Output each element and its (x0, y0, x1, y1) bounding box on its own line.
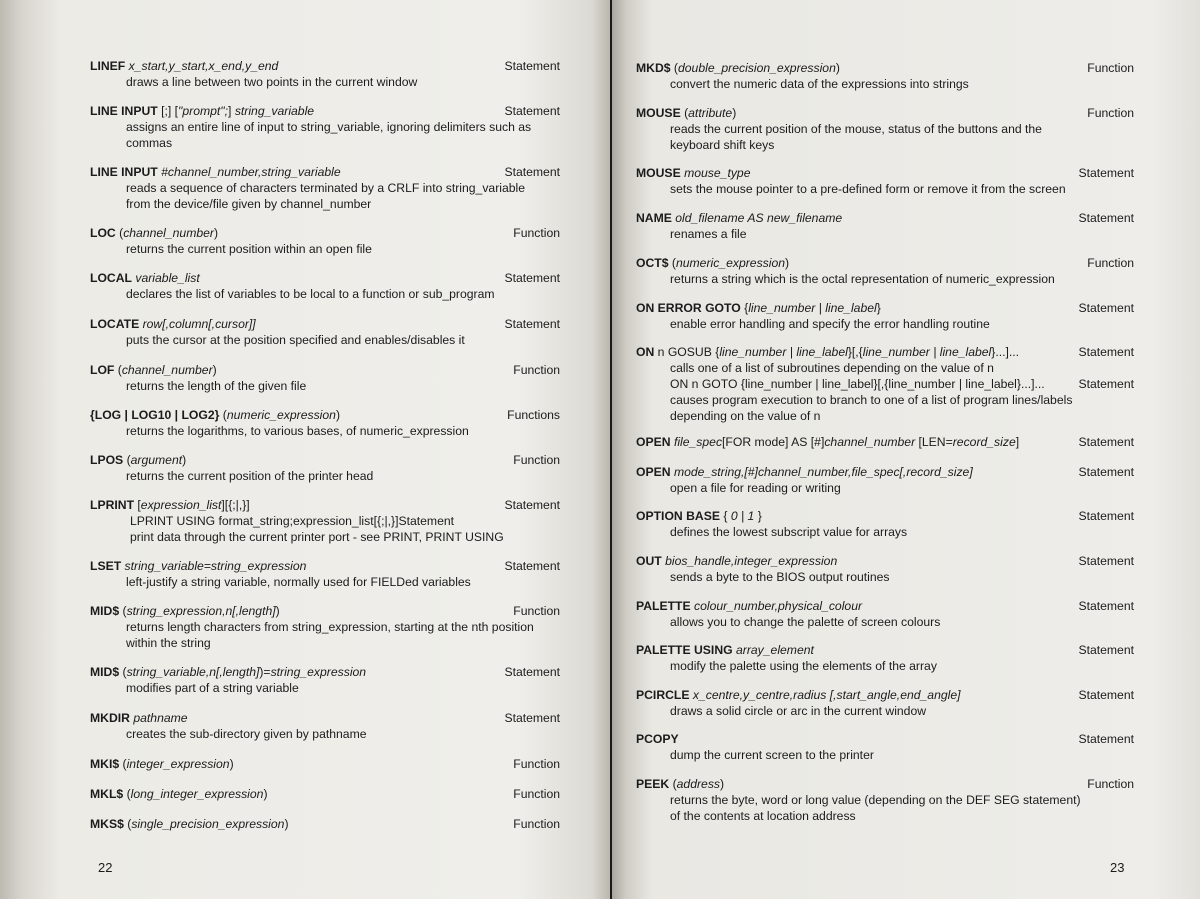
reference-entry (90, 316, 560, 348)
entry-kind: Statement (1078, 554, 1134, 568)
entry-kind: Statement (1078, 688, 1134, 702)
syntax-argument: line_number | line_label (862, 345, 992, 359)
reference-entry (90, 225, 560, 257)
syntax-text: ) (263, 787, 268, 801)
syntax-text: } (754, 509, 762, 523)
syntax-text: ][{;|,}] (221, 498, 250, 512)
reference-entry (90, 786, 560, 802)
syntax-argument: x_start,y_start,x_end,y_end (128, 59, 279, 73)
entry-kind: Statement (1078, 509, 1134, 523)
keyword: LOCATE (90, 317, 140, 331)
entry-kind: Statement (1078, 377, 1134, 391)
entry-description: returns the length of the given file (126, 379, 307, 393)
keyword: PALETTE USING (636, 643, 733, 657)
keyword: ON (636, 345, 655, 359)
syntax-text: ) (229, 757, 234, 771)
reference-entry (636, 434, 1134, 450)
keyword: OUT (636, 554, 662, 568)
syntax-argument: "prompt"; (178, 104, 229, 118)
entry-syntax-line (636, 731, 1134, 747)
keyword: MKS$ (90, 817, 124, 831)
keyword: MOUSE (636, 106, 681, 120)
entry-syntax-line (636, 344, 1134, 360)
syntax-argument: address (676, 777, 721, 791)
entry-kind: Function (1087, 106, 1134, 120)
entry-description: LPRINT USING format_string;expression_list[{;|,}]Statement (130, 514, 455, 528)
syntax-argument: #channel_number,string_variable (161, 165, 341, 179)
entry-description: returns the byte, word or long value (depending on the DEF SEG statement) (670, 793, 1081, 807)
syntax-argument: channel_number (824, 435, 916, 449)
entry-kind: Function (513, 604, 560, 618)
syntax-argument: file_spec (673, 435, 723, 449)
syntax-argument: string_expression,n[,length] (126, 604, 276, 618)
entry-syntax-line (90, 497, 560, 513)
entry-syntax-line (90, 756, 560, 772)
syntax-text: ( (119, 757, 127, 771)
syntax-text: ( (119, 665, 127, 679)
syntax-text: n GOSUB { (654, 345, 720, 359)
syntax-argument: string_expression (270, 665, 367, 679)
syntax-text: ) (335, 408, 340, 422)
syntax-argument: numeric_expression (675, 256, 786, 270)
entry-syntax-line (636, 598, 1134, 614)
keyword: MID$ (90, 604, 120, 618)
entry-syntax-line (90, 452, 560, 468)
entry-description: declares the list of variables to be local to a function or sub_program (126, 287, 495, 301)
syntax-argument: 0 | 1 (730, 509, 755, 523)
entry-description: sends a byte to the BIOS output routines (670, 570, 890, 584)
syntax-text: ) (732, 106, 737, 120)
entry-kind: Statement (504, 711, 560, 725)
keyword: MOUSE (636, 166, 681, 180)
entry-syntax-line (90, 270, 560, 286)
entry-kind: Statement (504, 498, 560, 512)
syntax-argument: numeric_expression (226, 408, 336, 422)
entry-syntax-line (90, 58, 560, 74)
keyword: LINE INPUT (90, 104, 158, 118)
keyword: MKD$ (636, 61, 671, 75)
entry-description: causes program execution to branch to one of a list of program lines/labels (670, 393, 1073, 407)
entry-kind: Function (513, 453, 560, 467)
entry-syntax-line (636, 255, 1134, 271)
entry-kind: Statement (1078, 301, 1134, 315)
syntax-text: }[,{ (847, 345, 863, 359)
reference-entry (90, 710, 560, 742)
page-number-right: 23 (1110, 860, 1125, 875)
entry-description: from the device/file given by channel_number (126, 197, 372, 211)
reference-entry (90, 270, 560, 302)
reference-entry (636, 300, 1134, 332)
entry-syntax-line (636, 434, 1134, 450)
entry-syntax-line (636, 776, 1134, 792)
syntax-text: [ (134, 498, 141, 512)
syntax-argument: bios_handle,integer_expression (665, 554, 838, 568)
entry-description: within the string (126, 636, 211, 650)
reference-entry (636, 776, 1134, 824)
reference-entry (90, 103, 560, 151)
syntax-argument: argument (130, 453, 183, 467)
entry-description: sets the mouse pointer to a pre-defined form or remove it from the screen (670, 182, 1066, 196)
syntax-text: }...]... (991, 345, 1020, 359)
syntax-text: [LEN= (915, 435, 953, 449)
keyword: NAME (636, 211, 672, 225)
syntax-argument: pathname (133, 711, 188, 725)
entry-description: draws a line between two points in the current window (126, 75, 418, 89)
syntax-text: ) (835, 61, 840, 75)
entry-kind: Function (513, 787, 560, 801)
entry-description: returns the current position within an open file (126, 242, 372, 256)
keyword: PALETTE (636, 599, 691, 613)
entry-description: enable error handling and specify the error handling routine (670, 317, 990, 331)
keyword: LPOS (90, 453, 124, 467)
entry-kind: Statement (1078, 465, 1134, 479)
entry-syntax-line (636, 300, 1134, 316)
entry-description: puts the cursor at the position specified and enables/disables it (126, 333, 465, 347)
syntax-text: { (719, 509, 731, 523)
reference-entry (636, 731, 1134, 763)
entry-description: creates the sub-directory given by pathname (126, 727, 367, 741)
syntax-text: ) (785, 256, 790, 270)
syntax-text: } (876, 301, 881, 315)
reference-entry (90, 362, 560, 394)
syntax-text: { (740, 301, 749, 315)
entry-syntax-line (636, 687, 1134, 703)
entry-syntax-line (90, 103, 560, 119)
reference-entry (90, 558, 560, 590)
reference-entry (636, 553, 1134, 585)
entry-kind: Statement (1078, 211, 1134, 225)
keyword: LSET (90, 559, 122, 573)
syntax-text: ) (284, 817, 289, 831)
reference-entry (90, 164, 560, 212)
entry-kind: Function (1087, 256, 1134, 270)
keyword: LOF (90, 363, 115, 377)
reference-entry (90, 816, 560, 832)
syntax-argument: channel_number (123, 226, 214, 240)
entry-syntax-line (90, 407, 560, 423)
entry-description: modify the palette using the elements of the array (670, 659, 937, 673)
syntax-text: ) (213, 226, 219, 240)
reference-entry (636, 60, 1134, 92)
keyword: MKL$ (90, 787, 124, 801)
entry-syntax-line (90, 558, 560, 574)
reference-entry (90, 452, 560, 484)
entry-description: draws a solid circle or arc in the current window (670, 704, 927, 718)
entry-syntax-line (90, 164, 560, 180)
syntax-argument: line_number | line_label (719, 345, 848, 359)
syntax-argument: x_centre,y_centre,radius [,start_angle,end_angle] (692, 688, 961, 702)
entry-kind: Statement (504, 271, 560, 285)
entry-syntax-line (90, 786, 560, 802)
entry-syntax-line (90, 316, 560, 332)
entry-description: convert the numeric data of the expressions into strings (670, 77, 969, 91)
right-page (612, 0, 1200, 899)
syntax-argument: integer_expression (126, 757, 230, 771)
reference-entry (90, 407, 560, 439)
entry-syntax-line (90, 710, 560, 726)
syntax-argument: array_element (736, 643, 814, 657)
entry-description: returns a string which is the octal representation of numeric_expression (670, 272, 1055, 286)
entry-syntax-line (636, 508, 1134, 524)
reference-entry (90, 497, 560, 545)
entry-syntax-line (636, 464, 1134, 480)
entry-syntax-line (90, 603, 560, 619)
syntax-text: ) (720, 777, 725, 791)
entry-kind: Function (1087, 777, 1134, 791)
reference-entry (636, 598, 1134, 630)
syntax-text: [;] [ (157, 104, 179, 118)
entry-kind: Function (513, 226, 560, 240)
entry-description: dump the current screen to the printer (670, 748, 874, 762)
entry-kind: Statement (1078, 345, 1134, 359)
keyword: OPEN (636, 435, 671, 449)
syntax-text: ) (182, 453, 187, 467)
syntax-argument: old_filename AS new_filename (675, 211, 843, 225)
syntax-argument: long_integer_expression (130, 787, 264, 801)
syntax-text: ( (114, 363, 122, 377)
reference-entry (636, 105, 1134, 153)
entry-syntax-line (90, 816, 560, 832)
syntax-argument: record_size (952, 435, 1016, 449)
entry-kind: Function (1087, 61, 1134, 75)
syntax-argument: string_variable (234, 104, 315, 118)
syntax-text: ( (670, 61, 678, 75)
keyword: PCOPY (636, 732, 679, 746)
entry-description: renames a file (670, 227, 747, 241)
syntax-argument: line_number | line_label (748, 301, 877, 315)
entry-syntax-line (636, 105, 1134, 121)
entry-kind: Statement (504, 665, 560, 679)
keyword: LOCAL (90, 271, 132, 285)
entry-syntax-line (636, 642, 1134, 658)
entry-kind: Statement (504, 317, 560, 331)
keyword: LINE INPUT (90, 165, 158, 179)
entry-description: left-justify a string variable, normally used for FIELDed variables (126, 575, 471, 589)
entry-kind: Statement (1078, 166, 1134, 180)
entry-syntax-line (90, 225, 560, 241)
syntax-argument: mode_string,[#]channel_number,file_spec[,record_size] (673, 465, 973, 479)
reference-entry (636, 344, 1134, 424)
entry-description: assigns an entire line of input to string_variable, ignoring delimiters such as (126, 120, 532, 134)
keyword: LINEF (90, 59, 126, 73)
reference-entry (90, 58, 560, 90)
entry-kind: Statement (504, 104, 560, 118)
syntax-text: ( (123, 787, 131, 801)
entry-description: modifies part of a string variable (126, 681, 299, 695)
entry-kind: Function (513, 817, 560, 831)
syntax-text: ( (119, 604, 127, 618)
entry-kind: Statement (1078, 435, 1134, 449)
entry-kind: Statement (1078, 599, 1134, 613)
keyword: PEEK (636, 777, 670, 791)
reference-entry (90, 664, 560, 696)
syntax-text: ( (123, 453, 131, 467)
entry-description: calls one of a list of subroutines depending on the value of n (670, 361, 994, 375)
entry-description: allows you to change the palette of screen colours (670, 615, 941, 629)
syntax-text: ] (1015, 435, 1020, 449)
entry-syntax-line (636, 210, 1134, 226)
syntax-text: ) (212, 363, 217, 377)
entry-kind: Statement (1078, 643, 1134, 657)
keyword: OCT$ (636, 256, 669, 270)
syntax-text: ( (680, 106, 689, 120)
syntax-argument: attribute (688, 106, 733, 120)
entry-syntax-line (90, 362, 560, 378)
entry-description: returns length characters from string_expression, starting at the nth position (126, 620, 534, 634)
entry-kind: Functions (507, 408, 560, 422)
entry-description: returns the logarithms, to various bases, of numeric_expression (126, 424, 469, 438)
keyword: LPRINT (90, 498, 135, 512)
keyword: OPEN (636, 465, 671, 479)
entry-description: print data through the current printer port - see PRINT, PRINT USING (130, 530, 504, 544)
entry-description: open a file for reading or writing (670, 481, 841, 495)
entry-syntax-line (90, 664, 560, 680)
entry-description: defines the lowest subscript value for arrays (670, 525, 908, 539)
entry-description: keyboard shift keys (670, 138, 775, 152)
entry-description: commas (126, 136, 173, 150)
syntax-argument: mouse_type (684, 166, 751, 180)
entry-description: reads a sequence of characters terminated by a CRLF into string_variable (126, 181, 526, 195)
entry-kind: Function (513, 757, 560, 771)
syntax-argument: variable_list (135, 271, 200, 285)
reference-entry (636, 508, 1134, 540)
keyword: MKDIR (90, 711, 130, 725)
syntax-argument: string_variable=string_expression (124, 559, 307, 573)
reference-entry (636, 210, 1134, 242)
syntax-argument: channel_number (121, 363, 213, 377)
reference-entry (90, 603, 560, 651)
entry-kind: Statement (1078, 732, 1134, 746)
syntax-argument: string_variable,n[,length] (126, 665, 260, 679)
reference-entry (636, 642, 1134, 674)
reference-entry (636, 687, 1134, 719)
entry-description: depending on the value of n (670, 409, 821, 423)
syntax-text: ) (275, 604, 280, 618)
entry-kind: Statement (504, 165, 560, 179)
entry-description: of the contents at location address (670, 809, 856, 823)
syntax-argument: row[,column[,cursor]] (142, 317, 256, 331)
syntax-argument: single_precision_expression (131, 817, 285, 831)
keyword: PCIRCLE (636, 688, 690, 702)
syntax-text: ( (115, 226, 124, 240)
reference-entry (636, 165, 1134, 197)
syntax-argument: expression_list (140, 498, 222, 512)
syntax-text: ( (219, 408, 227, 422)
page-number-left: 22 (98, 860, 113, 875)
syntax-text: ( (668, 256, 676, 270)
keyword: {LOG | LOG10 | LOG2} (90, 408, 220, 422)
keyword: OPTION BASE (636, 509, 720, 523)
syntax-text: )= (259, 665, 271, 679)
entry-description: reads the current position of the mouse, status of the buttons and the (670, 122, 1042, 136)
keyword: MID$ (90, 665, 120, 679)
keyword: LOC (90, 226, 116, 240)
entry-description: ON n GOTO {line_number | line_label}[,{line_number | line_label}...]... Statement (670, 377, 1134, 391)
syntax-argument: colour_number,physical_colour (694, 599, 863, 613)
keyword: ON ERROR GOTO (636, 301, 741, 315)
keyword: MKI$ (90, 757, 120, 771)
reference-entry (90, 756, 560, 772)
entry-syntax-line (636, 165, 1134, 181)
entry-description: returns the current position of the printer head (126, 469, 374, 483)
syntax-argument: double_precision_expression (678, 61, 836, 75)
entry-kind: Statement (504, 559, 560, 573)
entry-kind: Function (513, 363, 560, 377)
entry-syntax-line (636, 553, 1134, 569)
reference-entry (636, 464, 1134, 496)
reference-entry (636, 255, 1134, 287)
syntax-text: ( (123, 817, 132, 831)
syntax-text: ( (669, 777, 677, 791)
entry-kind: Statement (504, 59, 560, 73)
syntax-text: ] (228, 104, 235, 118)
entry-syntax-line (636, 60, 1134, 76)
syntax-text: [FOR mode] AS [#] (722, 435, 825, 449)
